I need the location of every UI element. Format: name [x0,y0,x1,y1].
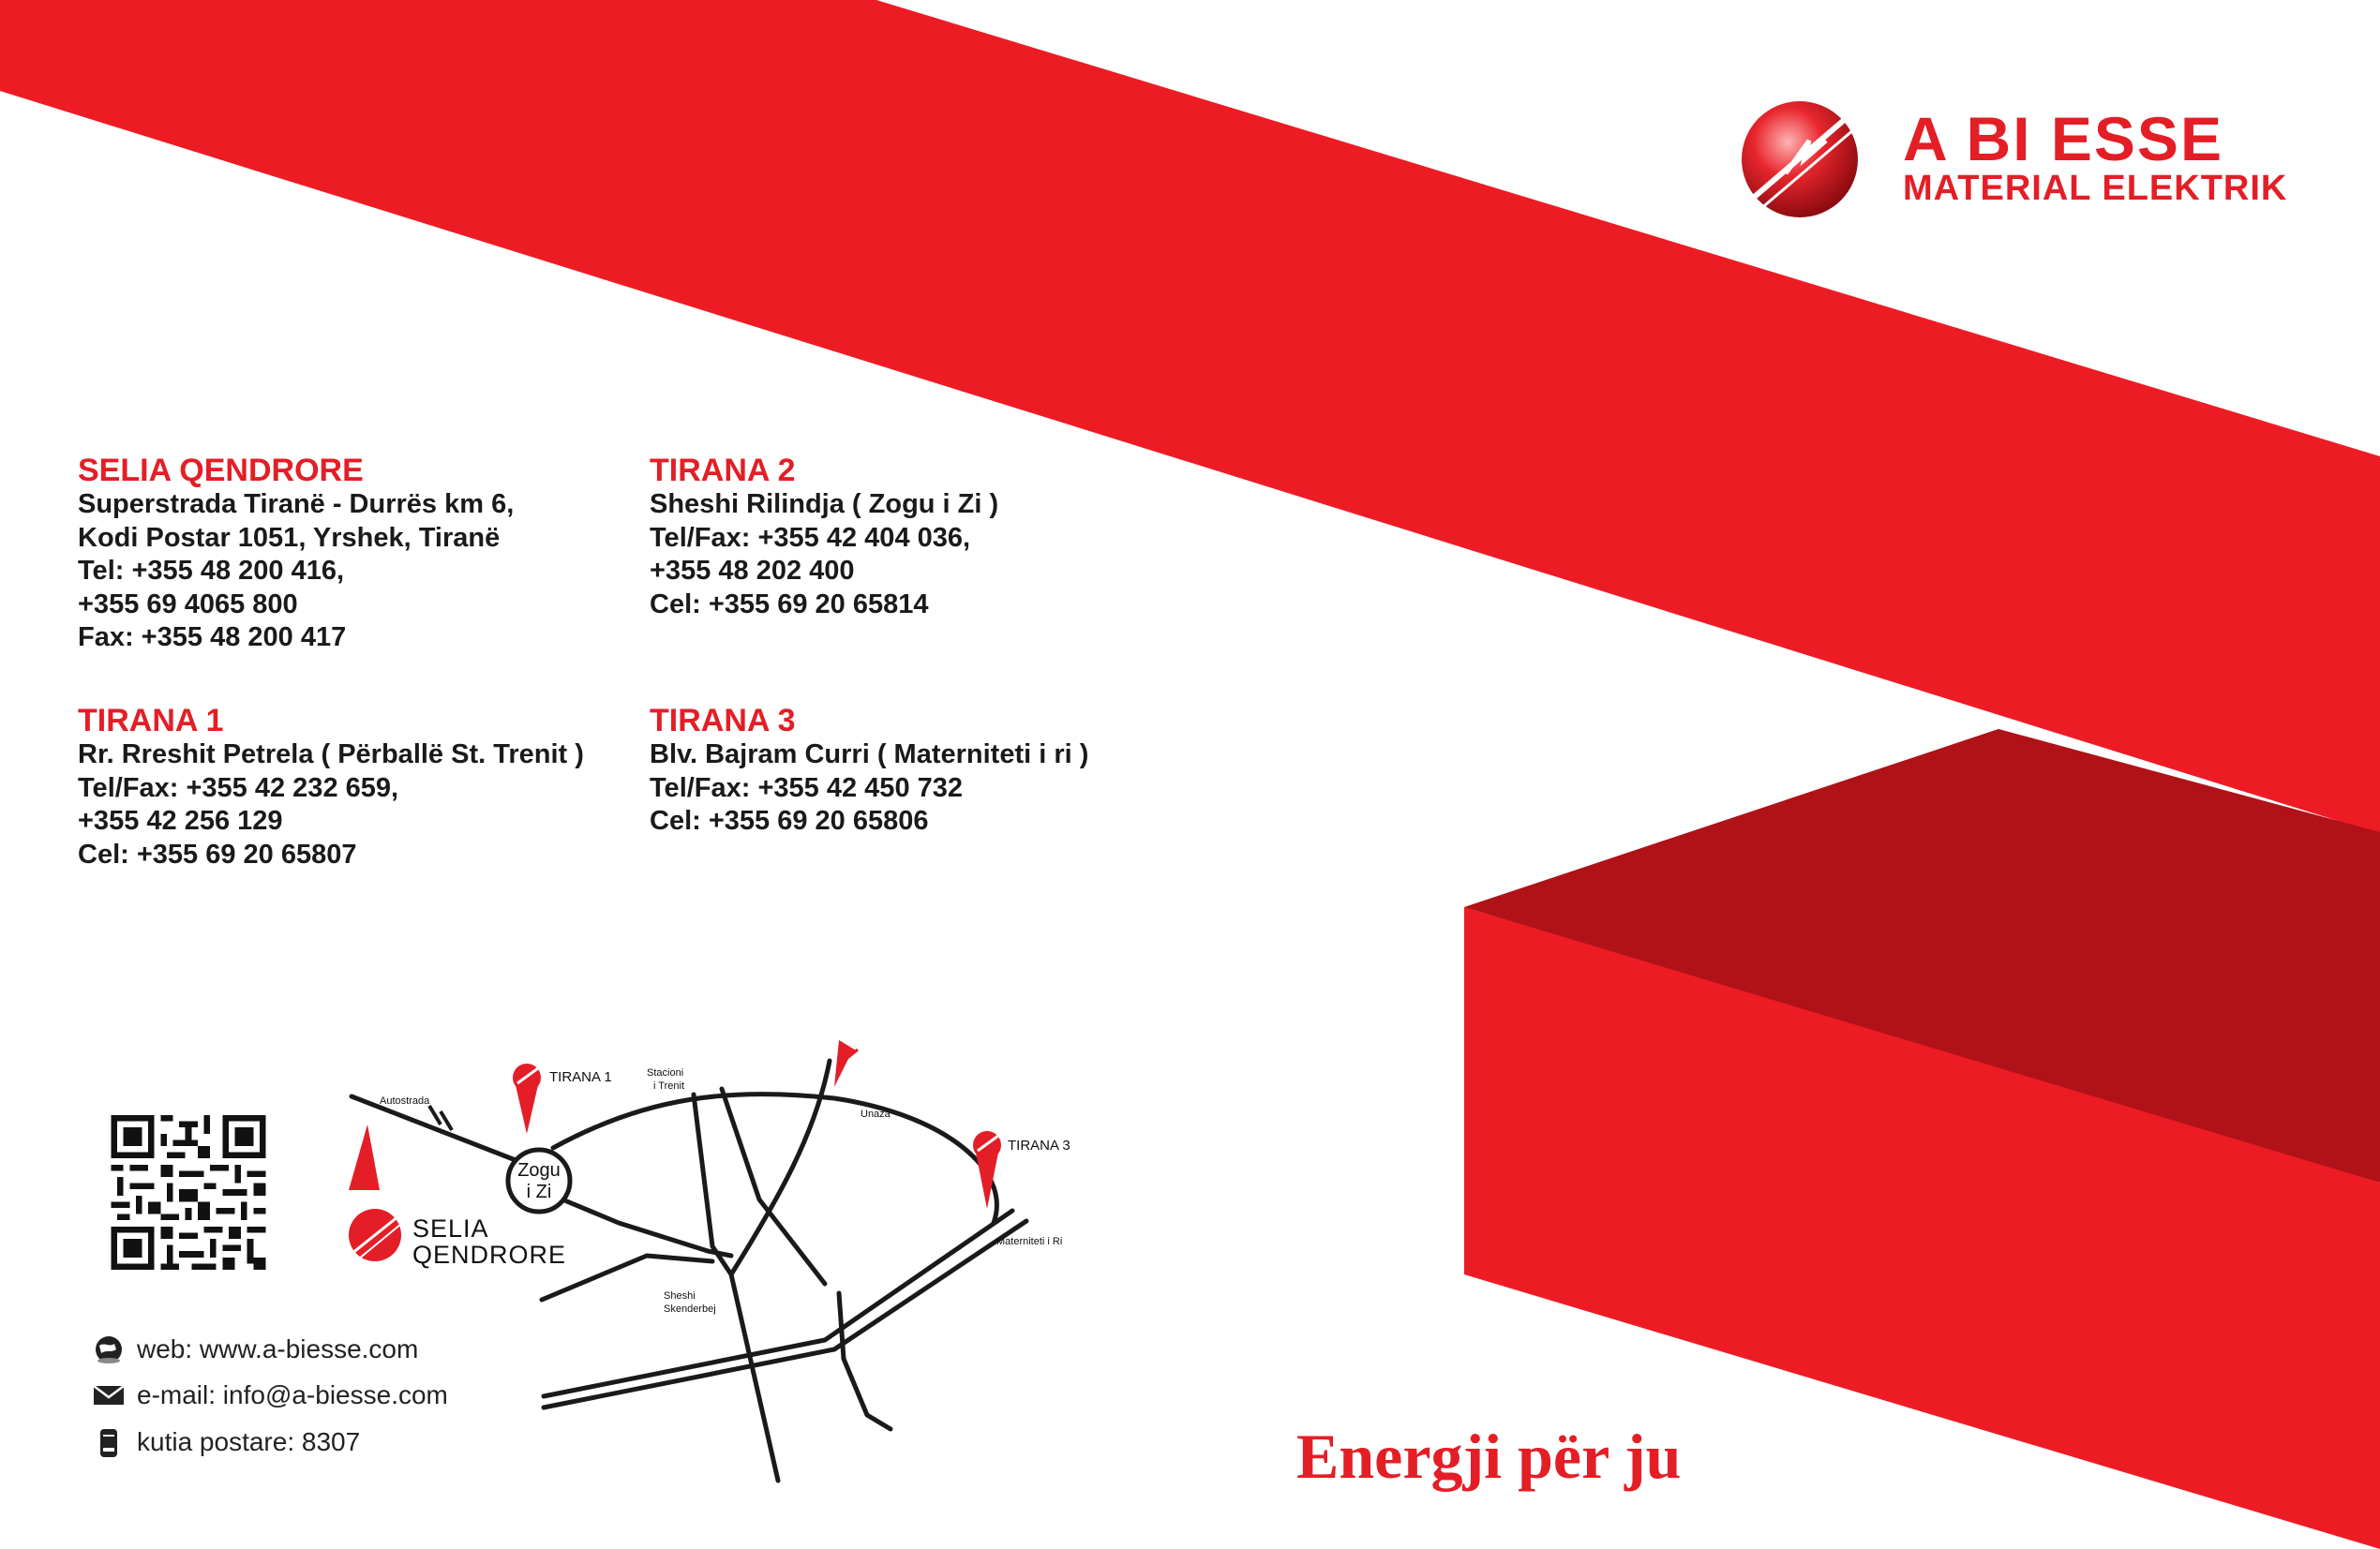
zogu-i-zi-roundabout [508,1150,570,1212]
office-selia-qendrore [78,453,514,655]
mailbox-icon [92,1425,126,1459]
map-stacioni-label: Stacioni [647,1067,684,1079]
road-stacioni [694,1095,778,1481]
office-phone-line: Tel/Fax: +355 42 404 036, [650,522,971,553]
map-selia-label: SELIA [412,1214,489,1243]
office-tirana-1 [78,703,584,871]
office-fax-line: Fax: +355 48 200 417 [78,622,347,652]
office-phone-line: +355 48 202 400 [650,556,855,586]
brand-name: A BI ESSE [1903,104,2223,173]
office-address-line: Blv. Bajram Curri ( Materniteti i ri ) [650,739,1089,769]
contact-email-text[interactable]: e-mail: info@a-biesse.com [137,1380,448,1409]
office-address-line: Sheshi Rilindja ( Zogu i Zi ) [650,489,999,519]
map-selia-label: QENDRORE [412,1241,567,1269]
road-materniteti-a [544,1211,1012,1396]
map-unaza-label: Unaza [861,1109,891,1120]
qr-code[interactable] [109,1115,268,1270]
location-map [337,1031,1106,1499]
office-phone-line: +355 69 4065 800 [78,588,298,619]
office-cel-line: Cel: +355 69 20 65814 [650,588,929,619]
envelope-icon [92,1378,126,1412]
office-address-line: Rr. Rreshit Petrela ( Përballë St. Trenit ) [78,739,584,769]
office-address-line: Kodi Postar 1051, Yrshek, Tiranë [78,522,501,553]
map-tirana3-label: TIRANA 3 [1008,1138,1070,1154]
office-address-line: Superstrada Tiranë - Durrës km 6, [78,489,515,519]
office-tirana-3 [650,703,1088,839]
map-pin-selia-qendrore [349,1125,401,1261]
office-cel-line: Cel: +355 69 20 65807 [78,839,357,870]
brand-logo [1734,75,2297,244]
office-phone-line: Tel/Fax: +355 42 450 732 [650,772,964,803]
office-cel-line: Cel: +355 69 20 65806 [650,806,929,836]
map-zogu-label: Zogu [517,1160,561,1181]
globe-icon [92,1333,126,1366]
map-materniteti-label: Materniteti i Ri [996,1236,1063,1247]
map-sheshi-label: Sheshi [664,1290,696,1302]
slogan: Energji për ju [1296,1421,1682,1492]
map-tirana1-label: TIRANA 1 [549,1069,612,1085]
map-stacioni-label: i Trenit [653,1080,685,1092]
road-autostrada [352,1096,520,1162]
office-phone-line: Tel: +355 48 200 416, [78,556,345,586]
contact-po-box [92,1425,360,1459]
road-unaza [834,1098,996,1223]
map-pin-tirana2 [834,1040,858,1087]
map-pin-tirana1 [513,1064,541,1134]
map-autostrada-label: Autostrada [380,1095,430,1107]
map-zogu-label: i Zi [526,1182,552,1202]
office-title: SELIA QENDRORE [78,453,364,488]
brand-tagline: MATERIAL ELEKTRIK [1903,169,2288,208]
office-title: TIRANA 3 [650,703,796,738]
office-tirana-2 [650,453,998,621]
road-center-north [722,1089,825,1284]
logo-sphere-icon [1734,84,1884,234]
contact-po-box-text: kutia postare: 8307 [137,1427,361,1456]
map-sheshi-label: Skenderbej [664,1303,716,1315]
office-title: TIRANA 1 [78,703,224,738]
contact-web-text[interactable]: web: www.a-biesse.com [137,1334,419,1363]
office-phone-line: Tel/Fax: +355 42 232 659, [78,772,399,803]
office-title: TIRANA 2 [650,453,796,488]
office-phone-line: +355 42 256 129 [78,806,283,836]
